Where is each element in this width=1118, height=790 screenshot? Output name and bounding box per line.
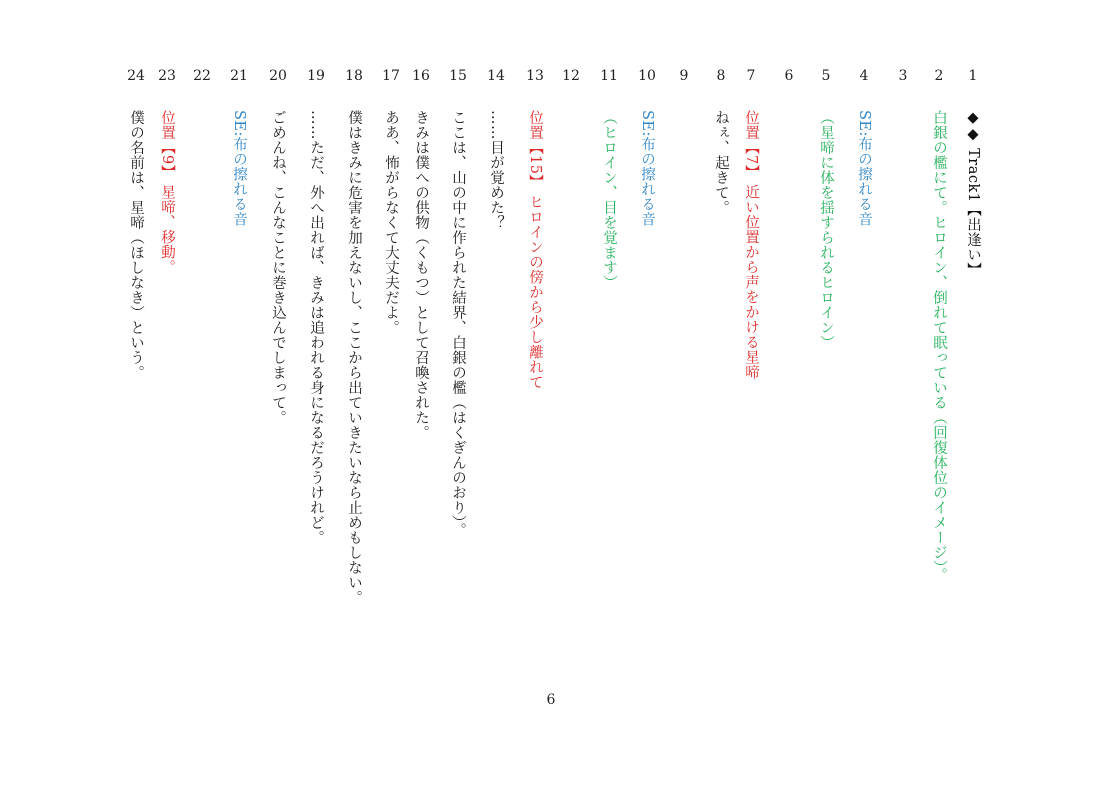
position-cue: 位置【9】 星啼、移動。 [159,110,175,275]
line-number: 15 [449,68,467,84]
line-number: 12 [562,68,580,84]
line-number: 1 [968,68,978,84]
dialogue-line: 僕の名前は、星啼（ほしなき）という。 [128,110,144,380]
sound-effect: SE:布の擦れる音 [639,110,655,227]
dialogue-line: きみは僕への供物（くもつ）として召喚された。 [413,110,429,440]
stage-direction: （星啼に体を揺すられるヒロイン） [818,110,834,350]
dialogue-line: ああ、怖がらなくて大丈夫だよ。 [383,110,399,335]
line-number: 2 [934,68,944,84]
line-number: 17 [382,68,400,84]
stage-direction: 白銀の檻にて。ヒロイン、倒れて眠っている（回復体位のイメージ）。 [931,110,947,583]
line-number: 5 [821,68,831,84]
dialogue-line: ねぇ、起きて。 [713,110,729,215]
dialogue-line: ごめんね、こんなことに巻き込んでしまって。 [270,110,286,425]
line-number: 9 [679,68,689,84]
line-number: 24 [127,68,145,84]
line-number: 16 [412,68,430,84]
track-title: ◆◆ Track1【出逢い】 [965,110,981,278]
line-number: 14 [487,68,505,84]
dialogue-line: ここは、山の中に作られた結界、白銀の檻（はくぎんのおり）。 [450,110,466,538]
line-number: 22 [193,68,211,84]
dialogue-line: 僕はきみに危害を加えないし、ここから出ていきたいなら止めもしない。 [346,110,362,605]
position-cue: 位置【15】 ヒロインの傍から少し離れて [527,110,543,390]
line-number: 21 [230,68,248,84]
line-number: 4 [859,68,869,84]
line-number: 11 [600,68,618,84]
line-number: 18 [345,68,363,84]
line-number: 6 [784,68,794,84]
sound-effect: SE:布の擦れる音 [856,110,872,227]
line-number: 23 [158,68,176,84]
line-number: 20 [269,68,287,84]
line-number: 13 [526,68,544,84]
sound-effect: SE:布の擦れる音 [231,110,247,227]
page-number: 6 [546,692,556,708]
position-cue: 位置【7】 近い位置から声をかける星啼 [743,110,759,380]
stage-direction: （ヒロイン、目を覚ます） [601,110,617,290]
dialogue-line: ……ただ、外へ出れば、きみは追われる身になるだろうけれど。 [308,110,324,545]
line-number: 3 [898,68,908,84]
dialogue-line: ……目が覚めた？ [488,110,504,230]
line-number: 19 [307,68,325,84]
line-number: 10 [638,68,656,84]
line-number: 8 [716,68,726,84]
line-number: 7 [746,68,756,84]
